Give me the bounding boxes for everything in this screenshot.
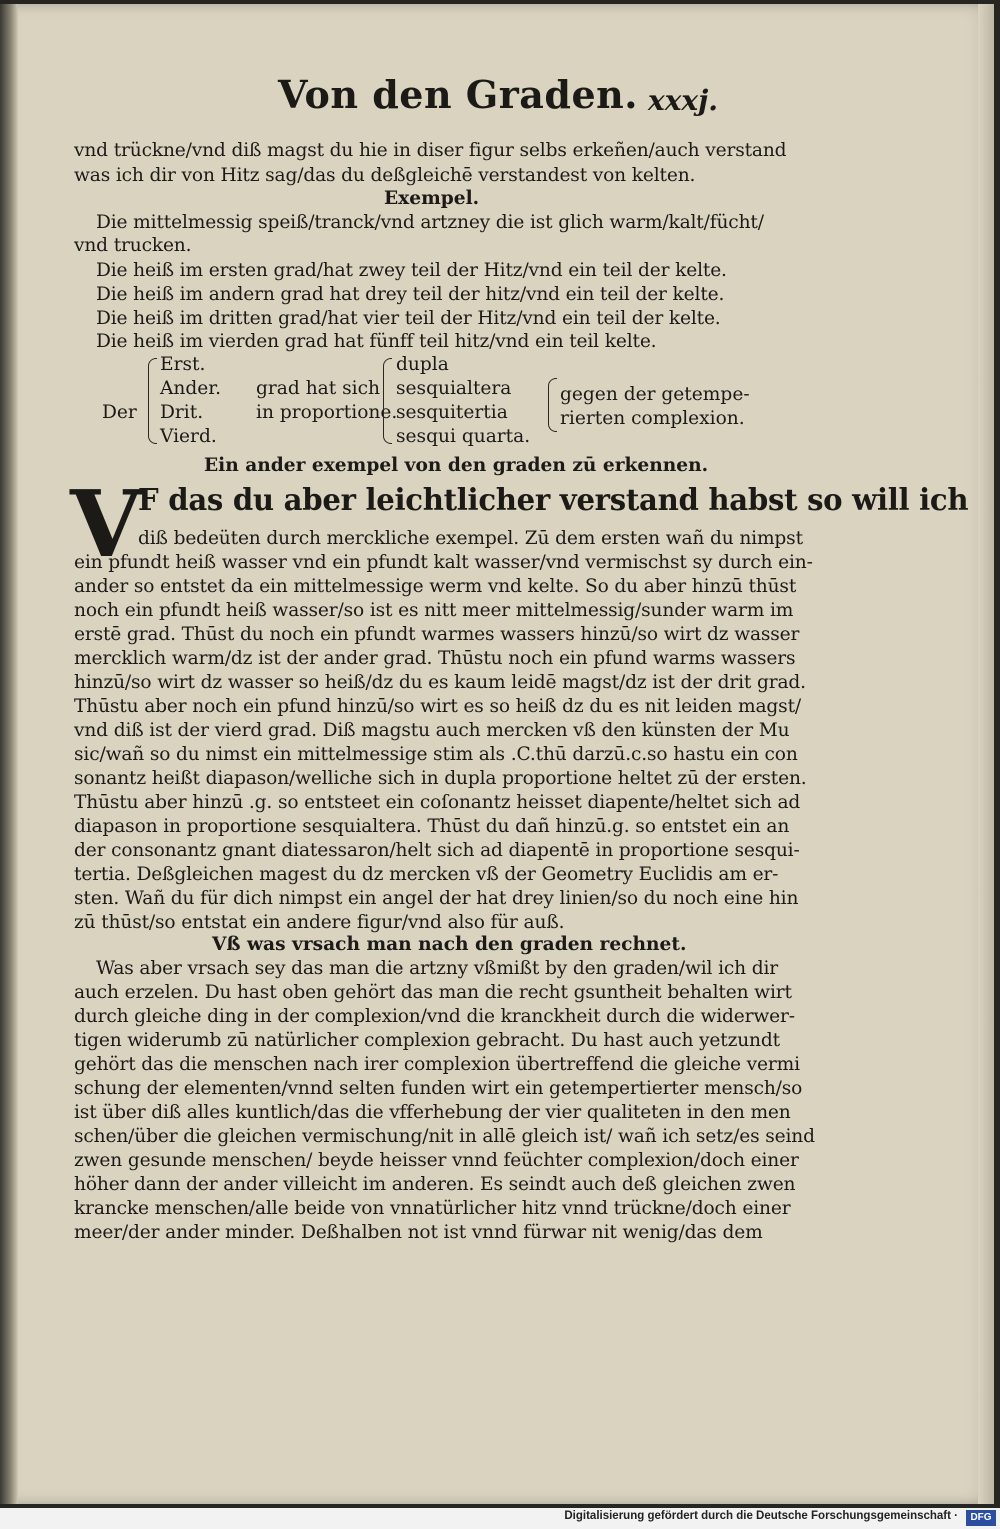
proportion-label: dupla — [396, 354, 449, 375]
closing-line: auch erzelen. Du hast oben gehört das man die recht gsuntheit behalten wirt — [74, 982, 792, 1003]
grade-label: Erst. — [160, 354, 206, 375]
body-line: erstē grad. Thūst du noch ein pfundt warmes wassers hinzū/so wirt dz wasser — [74, 624, 800, 645]
example-line: Die mittelmessig speiß/tranck/vnd artzney die ist glich warm/kalt/fücht/ — [96, 212, 764, 233]
table-brace-middle — [383, 358, 392, 444]
running-title: Von den Graden. — [278, 72, 639, 117]
body-line: ein pfundt heiß wasser vnd ein pfundt kalt wasser/vnd vermischst sy durch ein- — [74, 552, 813, 573]
section-heading: Ein ander exempel von den graden zū erkennen. — [204, 455, 709, 476]
example-line: Die heiß im andern grad hat drey teil der hitz/vnd ein teil der kelte. — [96, 284, 725, 305]
page-fore-edge — [978, 4, 994, 1504]
body-line: sic/wañ so du nimst ein mittelmessige stim als .C.thū darzū.c.so hastu ein con — [74, 744, 798, 765]
closing-line: durch gleiche ding in der complexion/vnd die kranckheit durch die widerwer- — [74, 1006, 795, 1027]
proportion-label: sesqui quarta. — [396, 426, 531, 447]
body-line: der consonantz gnant diatessaron/helt sich ad diapentē in proportione sesqui- — [74, 840, 800, 861]
proportion-label: sesquialtera — [396, 378, 512, 399]
example-line: Die heiß im ersten grad/hat zwey teil der Hitz/vnd ein teil der kelte. — [96, 260, 727, 281]
dfg-logo: DFG — [966, 1510, 996, 1526]
example-heading: Exempel. — [384, 188, 480, 209]
body-line: sonantz heißt diapason/welliche sich in dupla proportione heltet zū der ersten. — [74, 768, 807, 789]
body-line: Thūstu aber noch ein pfund hinzū/so wirt es so heiß dz du es nit leiden magst/ — [74, 696, 802, 717]
closing-line: zwen gesunde menschen/ beyde heisser vnnd feüchter complexion/doch einer — [74, 1150, 799, 1171]
closing-line: höher dann der ander villeicht im anderen. Es seindt auch deß gleichen zwen — [74, 1174, 796, 1195]
proportion-label: sesquitertia — [396, 402, 508, 423]
intro-line: vnd trückne/vnd diß magst du hie in diser figur selbs erkeñen/auch verstand — [74, 140, 787, 161]
closing-line: Was aber vrsach sey das man die artzny vßmißt by den graden/wil ich dir — [96, 958, 779, 979]
table-right-text: rierten complexion. — [560, 408, 745, 429]
intro-line: was ich dir von Hitz sag/das du deßgleichē verstandest von kelten. — [74, 165, 696, 186]
body-line: noch ein pfundt heiß wasser/so ist es nitt meer mittelmessig/sunder warm im — [74, 600, 794, 621]
closing-line: ist über diß alles kuntlich/das die vfferhebung der vier qualiteten in den men — [74, 1102, 791, 1123]
example-line: Die heiß im vierden grad hat fünff teil hitz/vnd ein teil kelte. — [96, 331, 657, 352]
grade-label: Ander. — [160, 378, 222, 399]
body-line: ander so entstet da ein mittelmessige werm vnd kelte. So du aber hinzū thūst — [74, 576, 797, 597]
body-line: diapason in proportione sesquialtera. Thūst du dañ hinzū.g. so entstet ein an — [74, 816, 790, 837]
lead-line: F das du aber leichtlicher verstand habst so will ich — [138, 483, 969, 518]
closing-line: krancke menschen/alle beide von vnnatürlicher hitz vnnd trückne/doch einer — [74, 1198, 791, 1219]
funding-credit: Digitalisierung gefördert durch die Deutsche Forschungsgemeinschaft · — [564, 1510, 958, 1522]
drop-capital: V — [70, 470, 142, 578]
table-middle-text: grad hat sich — [256, 378, 381, 399]
body-line: diß bedeüten durch merckliche exempel. Zū dem ersten wañ du nimpst — [138, 528, 803, 549]
body-line: Thūstu aber hinzū .g. so entsteet ein coſonantz heisset diapente/heltet sich ad — [74, 792, 801, 813]
table-right-text: gegen der getempe- — [560, 384, 750, 405]
body-line: zū thūst/so entstat ein andere figur/vnd also für auß. — [74, 912, 565, 933]
grade-label: Drit. — [160, 402, 204, 423]
grade-label: Vierd. — [160, 426, 217, 447]
body-line: mercklich warm/dz ist der ander grad. Thūstu noch ein pfund warms wassers — [74, 648, 796, 669]
table-label-der: Der — [102, 402, 137, 423]
closing-line: schung der elementen/vnnd selten funden wirt ein getempertierter mensch/so — [74, 1078, 803, 1099]
body-line: hinzū/so wirt dz wasser so heiß/dz du es kaum leidē magst/dz ist der drit grad. — [74, 672, 806, 693]
folio-number: xxxj. — [648, 84, 718, 117]
table-brace-left — [148, 358, 157, 444]
closing-line: tigen widerumb zū natürlicher complexion gebracht. Du hast auch yetzundt — [74, 1030, 780, 1051]
body-line: sten. Wañ du für dich nimpst ein angel der hat drey linien/so du noch eine hin — [74, 888, 799, 909]
page-gutter — [0, 4, 18, 1504]
example-line: vnd trucken. — [74, 235, 192, 256]
closing-line: schen/über die gleichen vermischung/nit in allē gleich ist/ wañ ich setz/es seind — [74, 1126, 815, 1147]
body-line: vnd diß ist der vierd grad. Diß magstu auch mercken vß den künsten der Mu — [74, 720, 790, 741]
closing-line: meer/der ander minder. Deßhalben not ist vnnd fürwar nit wenig/das dem — [74, 1222, 763, 1243]
table-brace-right — [548, 378, 557, 432]
example-line: Die heiß im dritten grad/hat vier teil der Hitz/vnd ein teil der kelte. — [96, 308, 721, 329]
section-heading: Vß was vrsach man nach den graden rechnet. — [212, 934, 687, 955]
closing-line: gehört das die menschen nach irer complexion übertreffend die gleiche vermi — [74, 1054, 800, 1075]
table-middle-text: in proportione. — [256, 402, 398, 423]
body-line: tertia. Deßgleichen magest du dz mercken vß der Geometry Euclidis am er- — [74, 864, 779, 885]
